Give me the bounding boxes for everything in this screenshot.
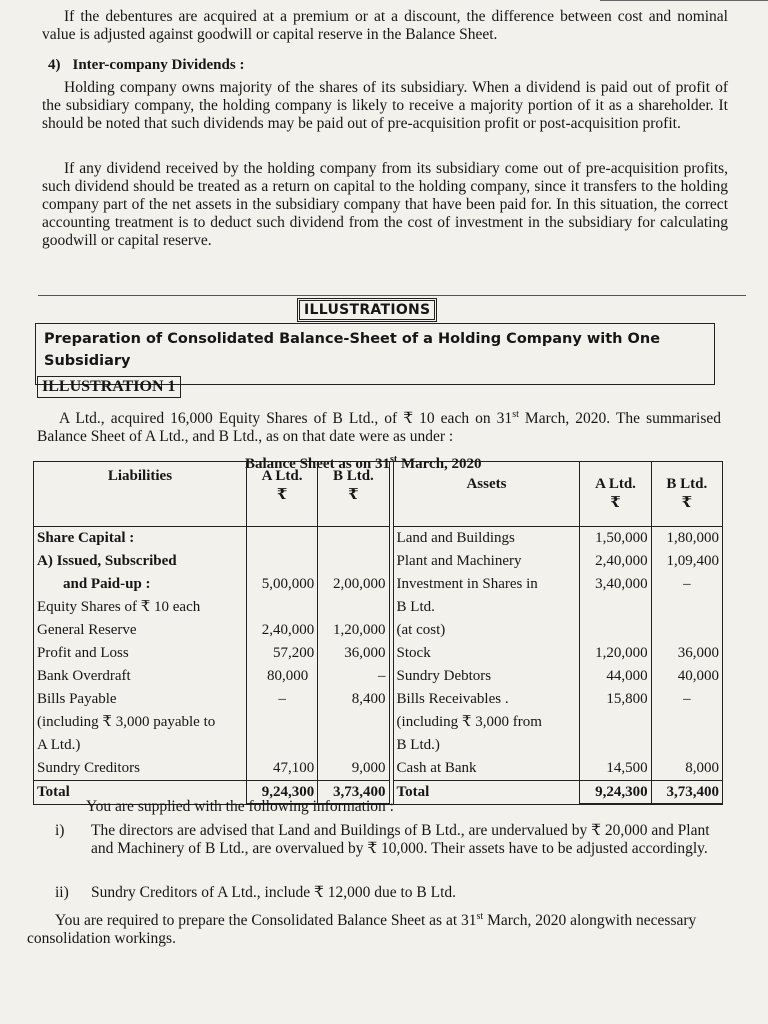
b-ltd-assets-values: 1,80,000 1,09,400 – 36,000 40,000 – 8,000: [651, 527, 722, 781]
dividend-paragraph-2: If any dividend received by the holding company from its subsidiary come out of pre-acquisition profits, such dividend should be treated as a return on capital to the holding company, since it transfers to the holding company part of the net assets in the subsidiary company that have been paid for. In this situation, the correct accounting treatment is to deduct such dividend from the cost of investment in the subsidiary for calculating goodwill or capital reserve.: [42, 160, 728, 249]
a-ltd-liab-header: A Ltd. ₹: [246, 462, 317, 527]
illustration-1-label: ILLUSTRATION 1: [37, 376, 181, 398]
a-ltd-assets-values: 1,50,000 2,40,000 3,40,000 1,20,000 44,000 15,800 14,500: [580, 527, 651, 781]
section-divider: [38, 295, 746, 296]
balance-sheet-table: [33, 461, 723, 805]
a-ltd-liabilities-values: 5,00,000 2,40,000 57,200 80,000 – 47,100: [246, 527, 317, 781]
liabilities-column: Share Capital : A) Issued, Subscribed and Paid-up : Equity Shares of ₹ 10 each General Reserve Profit and Loss Bank Overdraft Bills Payable (including ₹ 3,000 payable to A Ltd.) Sundry Creditors: [34, 527, 247, 781]
dividend-paragraph-1: Holding company owns majority of the shares of its subsidiary. When a dividend is paid out of profit of the subsidiary company, the holding company is likely to receive a majority portion of it as a shareholder. It should be noted that such dividends may be paid out of pre-acquisition profit or post-acquisition profit.: [42, 79, 728, 132]
a-ltd-liabilities-total: 9,24,300: [246, 781, 317, 805]
section-title: Inter-company Dividends :: [72, 57, 245, 73]
assets-header: Assets: [393, 462, 580, 527]
section-number: 4): [48, 57, 61, 73]
b-ltd-liabilities-total: 3,73,400: [318, 781, 389, 805]
liabilities-total-label: Total: [34, 781, 247, 805]
info-item-1: i) The directors are advised that Land and Buildings of B Ltd., are undervalued by ₹ 20,000 and Plant and Machinery of B Ltd., are overvalued by ₹ 10,000. Their assets have to be adjusted accordingly.: [55, 822, 710, 857]
preparation-heading: Preparation of Consolidated Balance-Sheet of a Holding Company with One Subsidiary: [44, 331, 661, 369]
b-ltd-assets-total: 3,73,400: [651, 781, 722, 805]
balance-sheet-header: [34, 462, 723, 527]
b-ltd-liabilities-values: 2,00,000 1,20,000 36,000 – 8,400 9,000: [318, 527, 389, 781]
liabilities-header: Liabilities: [34, 462, 247, 527]
assets-column: Land and Buildings Plant and Machinery Investment in Shares in B Ltd. (at cost) Stock Sundry Debtors Bills Receivables . (including ₹ 3,000 from B Ltd.) Cash at Bank: [393, 527, 580, 781]
section-4-heading: [48, 57, 244, 74]
illustration-1-text: A Ltd., acquired 16,000 Equity Shares of B Ltd., of ₹ 10 each on 31st March, 2020. The summarised Balance Sheet of A Ltd., and B Ltd., as on that date were as under :: [37, 409, 721, 446]
required-statement: You are required to prepare the Consolidated Balance Sheet as at 31st March, 2020 alongwith necessary consolidation workings.: [27, 911, 697, 948]
balance-sheet-title: Balance Sheet as on 31st March, 2020: [245, 454, 482, 472]
info-item-2: ii) Sundry Creditors of A Ltd., include ₹ 12,000 due to B Ltd.: [55, 884, 457, 901]
illustrations-heading-box: [297, 298, 437, 322]
top-rule: [600, 0, 768, 1]
a-ltd-assets-total: 9,24,300: [580, 781, 651, 805]
assets-total-label: Total: [393, 781, 580, 805]
illustrations-heading: ILLUSTRATIONS: [299, 300, 435, 320]
intro-paragraph: If the debentures are acquired at a premium or at a discount, the difference between cost and nominal value is adjusted against goodwill or capital reserve in the Balance Sheet.: [42, 8, 728, 43]
b-ltd-liab-header: B Ltd. ₹: [318, 462, 389, 527]
a-ltd-asset-header: A Ltd. ₹: [580, 462, 651, 527]
b-ltd-asset-header: B Ltd. ₹: [651, 462, 722, 527]
balance-sheet-body: [34, 527, 723, 781]
supplied-info-lead: You are supplied with the following information :: [86, 798, 394, 815]
